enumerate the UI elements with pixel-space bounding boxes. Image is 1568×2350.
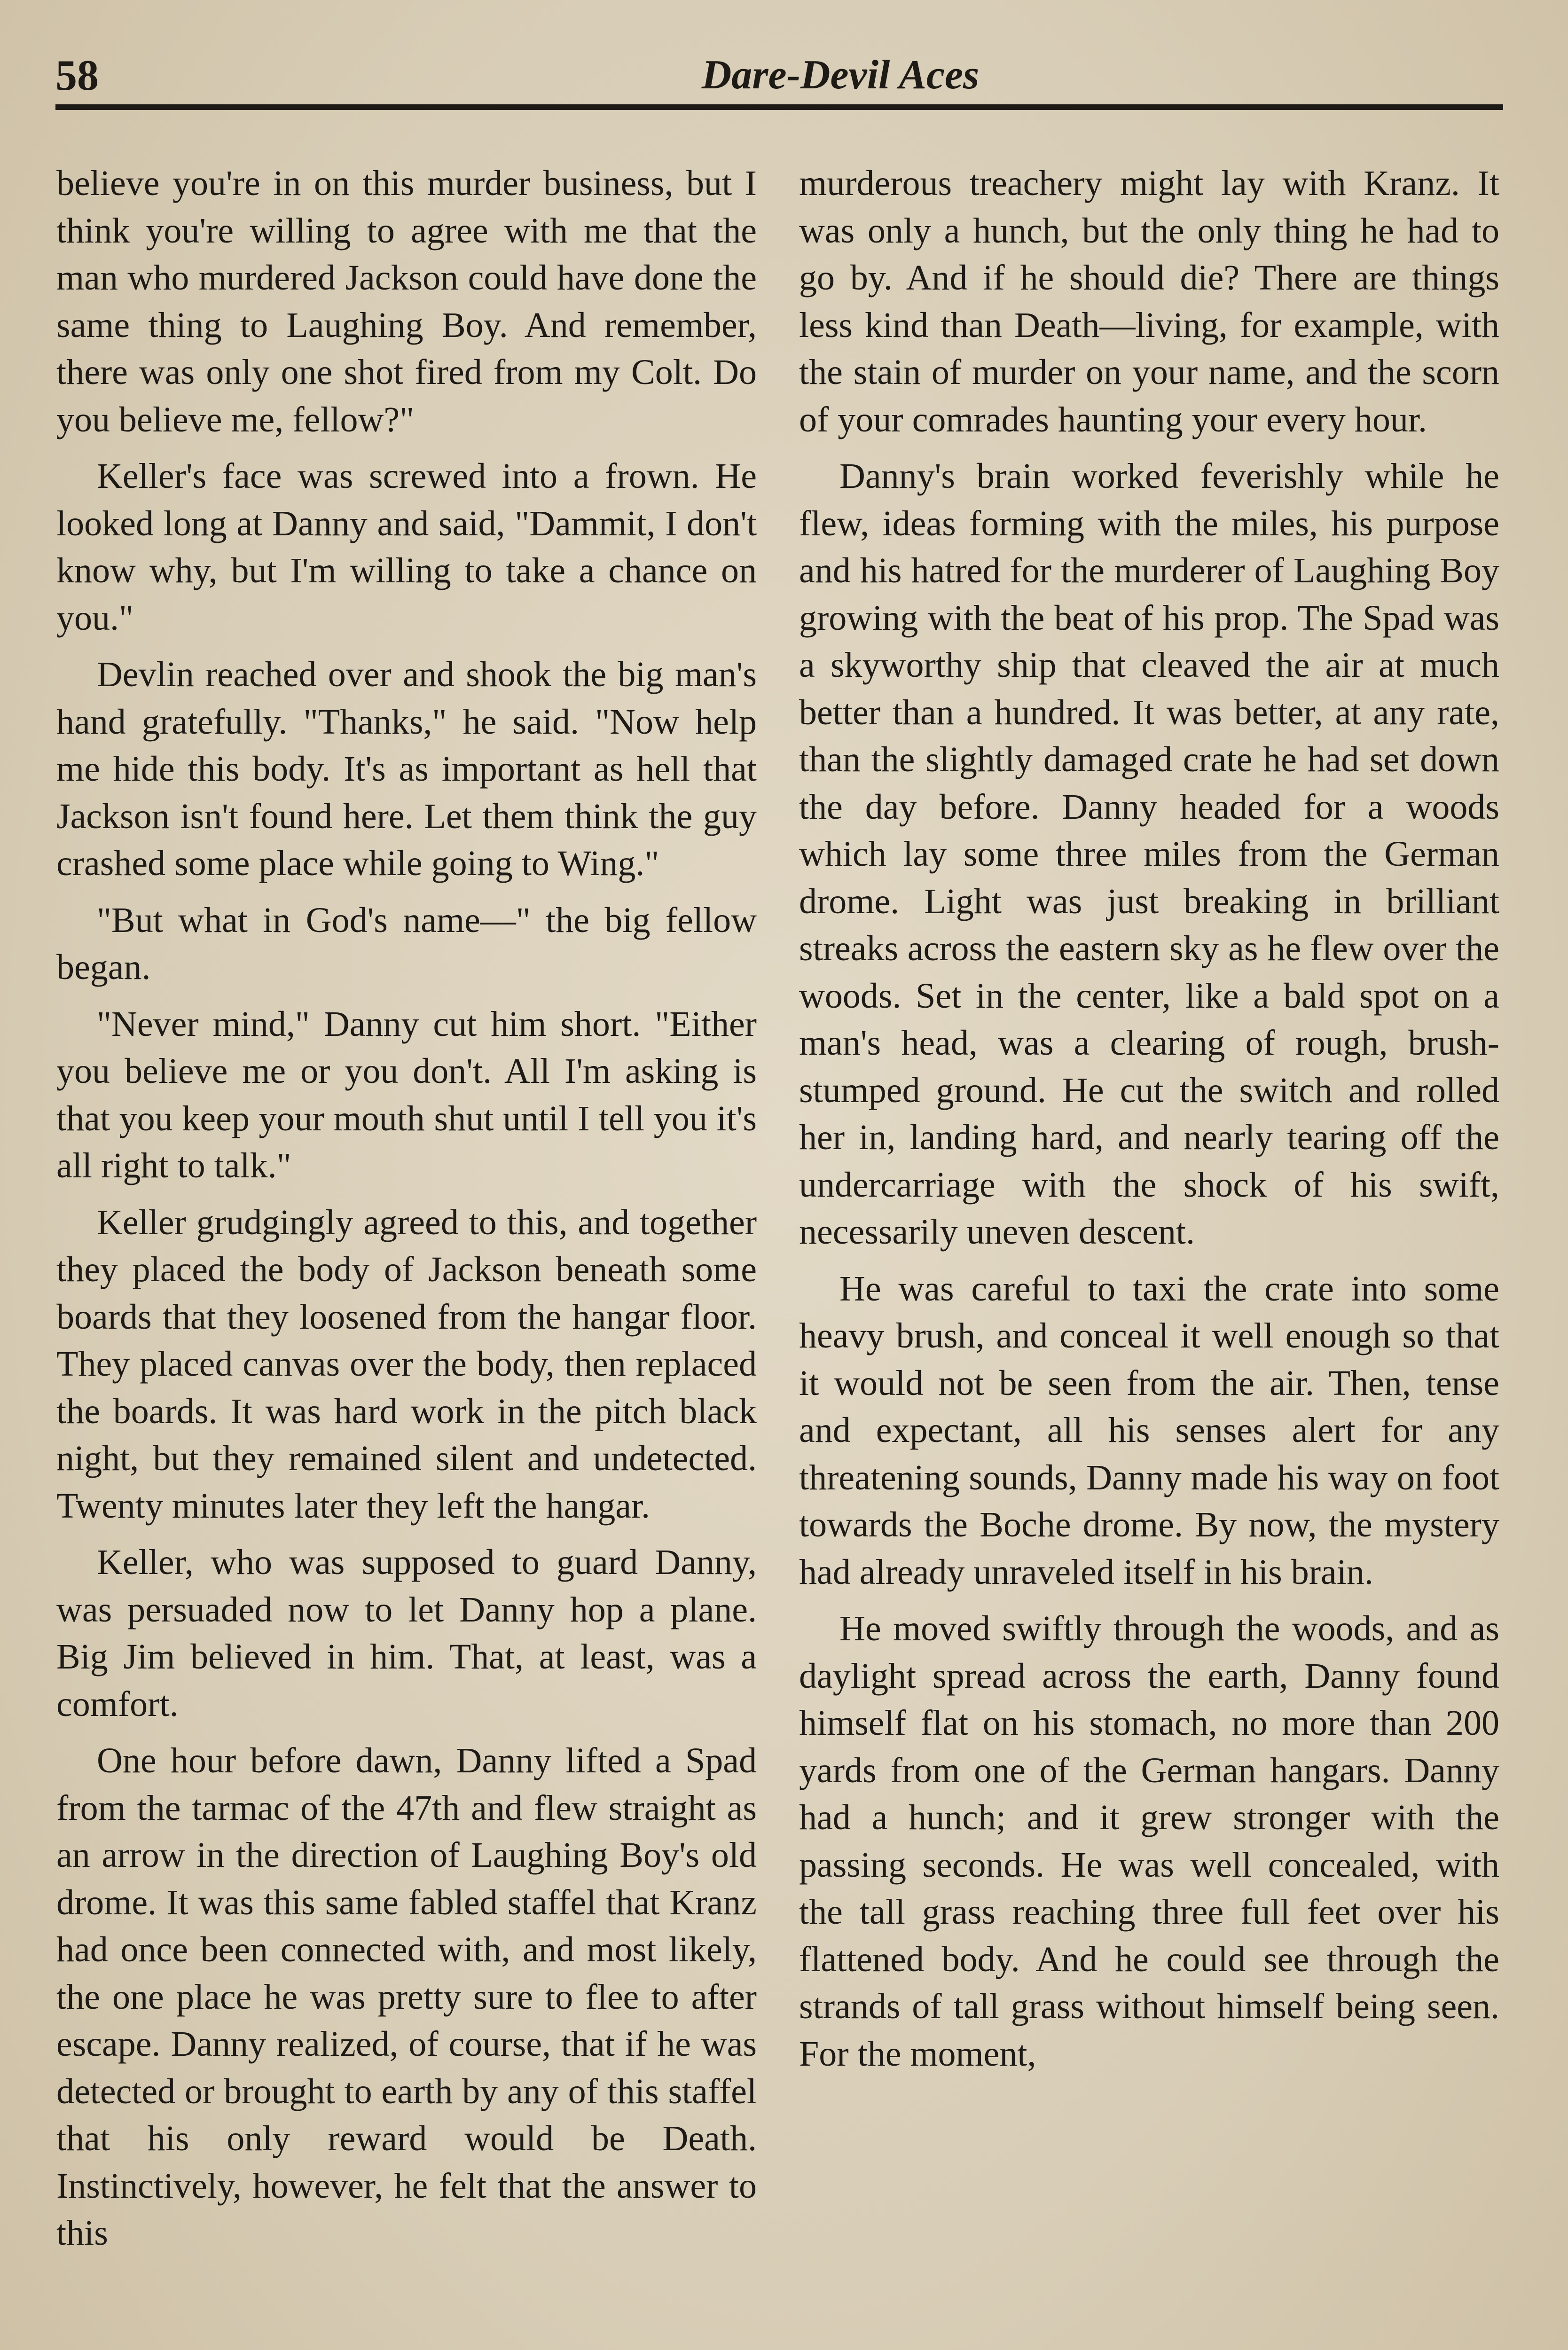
paragraph: "Never mind," Danny cut him short. "Either you believe me or you don't. All I'm asking is that you keep your mouth shut until I tell you it's all right to talk." [56,1004,757,1185]
paragraph: He was careful to taxi the crate into some heavy brush, and conceal it well enough so that it would not be seen from the air. Then, tense and expectant, all his senses alert for any threatening sounds, Danny made his way on foot towards the Boche drome. By now, the mystery had already unraveled itself in his brain. [799,1269,1499,1592]
paragraph: Keller grudgingly agreed to this, and together they placed the body of Jackson beneath some boards that they loosened from the hangar floor. They placed canvas over the body, then replaced the boards. It was hard work in the pitch black night, but they remained silent and undetected. Twenty minutes later they left the hangar. [56,1202,757,1526]
paragraph: Keller's face was screwed into a frown. He looked long at Danny and said, "Dammit, I don't know why, but I'm willing to take a chance on you." [56,456,757,638]
paragraph: "But what in God's name—" the big fellow began. [56,900,757,987]
paragraph: murderous treachery might lay with Kranz. It was only a hunch, but the only thing he had to go by. And if he should die? There are things less kind than Death—living, for example, with the stain of murder on your name, and the scorn of your comrades haunting your every hour. [799,164,1499,439]
paragraph: believe you're in on this murder business, but I think you're willing to agree with me that the man who murdered Jackson could have done the same thing to Laughing Boy. And remember, there was only one shot fired from my Colt. Do you believe me, fellow?" [56,164,757,439]
page-header [55,47,1503,103]
paragraph: Devlin reached over and shook the big man's hand gratefully. "Thanks," he said. "Now help me hide this body. It's as important as hell that Jackson isn't found here. Let them think the guy crashed some place while going to Wing." [56,655,757,883]
left-column [56,160,757,2266]
page-number: 58 [55,51,99,99]
right-column [799,160,1499,2087]
running-title: Dare-Devil Aces [701,52,980,98]
paragraph: Keller, who was supposed to guard Danny, was persuaded now to let Danny hop a plane. Big Jim believed in him. That, at least, was a comfort. [56,1543,757,1724]
header-rule [55,104,1503,110]
paragraph: One hour before dawn, Danny lifted a Spad from the tarmac of the 47th and flew straight as an arrow in the direction of Laughing Boy's old drome. It was this same fabled staffel that Kranz had once been connected with, and most likely, the one place he was pretty sure to flee to after escape. Danny realized, of course, that if he was detected or brought to earth by any of this staffel that his only reward would be Death. Instinctively, however, he felt that the answer to this [56,1741,757,2253]
paragraph: Danny's brain worked feverishly while he flew, ideas forming with the miles, his purpose and his hatred for the murderer of Laughing Boy growing with the beat of his prop. The Spad was a skyworthy ship that cleaved the air at much better than a hundred. It was better, at any rate, than the slightly damaged crate he had set down the day before. Danny headed for a woods which lay some three miles from the German drome. Light was just breaking in brilliant streaks across the eastern sky as he flew over the woods. Set in the center, like a bald spot on a man's head, was a clearing of rough, brush-stumped ground. He cut the switch and rolled her in, landing hard, and nearly tearing off the undercarriage with the shock of his swift, necessarily uneven descent. [799,456,1499,1252]
paragraph: He moved swiftly through the woods, and as daylight spread across the earth, Danny found himself flat on his stomach, no more than 200 yards from one of the German hangars. Danny had a hunch; and it grew stronger with the passing seconds. He was well concealed, with the tall grass reaching three full feet over his flattened body. And he could see through the strands of tall grass without himself being seen. For the moment, [799,1609,1499,2074]
